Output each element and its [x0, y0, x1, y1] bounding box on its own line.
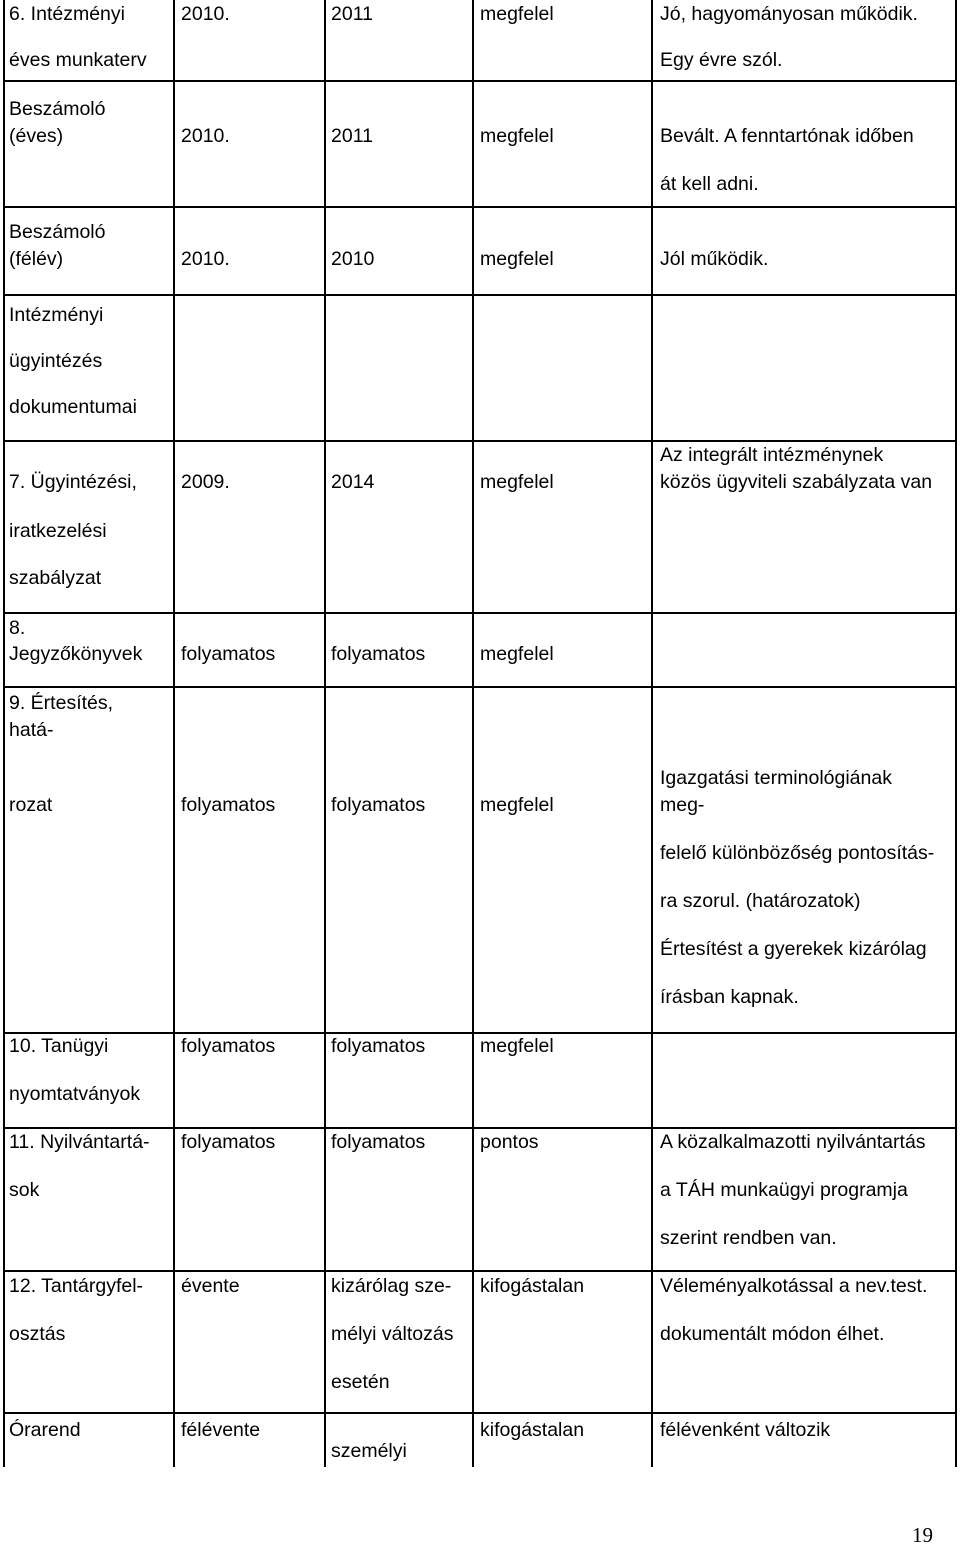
note-cell: Igazgatási terminológiának — [660, 767, 892, 789]
row-name: (éves) — [9, 125, 64, 147]
date-cell: 2010. — [181, 3, 230, 25]
date-cell: folyamatos — [181, 1035, 276, 1057]
column-divider-4 — [651, 0, 653, 1467]
row-name: Beszámoló — [9, 98, 106, 120]
row-divider — [3, 1412, 957, 1414]
column-divider-3 — [472, 0, 474, 1467]
review-cell: személyi — [331, 1440, 407, 1462]
row-name: Jegyzőkönyvek — [9, 643, 143, 665]
note-cell: Véleményalkotással a nev.test. — [660, 1275, 928, 1297]
review-cell: 2011 — [331, 3, 373, 25]
note-cell: Bevált. A fenntartónak időben — [660, 125, 914, 147]
note-cell: meg- — [660, 794, 705, 816]
review-cell: folyamatos — [331, 794, 426, 816]
row-divider — [3, 686, 957, 688]
note-cell: írásban kapnak. — [660, 986, 799, 1008]
status-cell: megfelel — [480, 471, 554, 493]
note-cell: a TÁH munkaügyi programja — [660, 1179, 908, 1201]
section-heading: dokumentumai — [9, 396, 137, 418]
status-cell: megfelel — [480, 248, 554, 270]
status-cell: megfelel — [480, 125, 554, 147]
section-heading: Intézményi — [9, 304, 104, 326]
status-cell: megfelel — [480, 794, 554, 816]
row-name: nyomtatványok — [9, 1083, 141, 1105]
row-divider — [3, 1127, 957, 1129]
note-cell: át kell adni. — [660, 173, 759, 195]
row-divider — [3, 206, 957, 208]
row-divider — [3, 440, 957, 442]
note-cell: Értesítést a gyerekek kizárólag — [660, 938, 927, 960]
row-divider — [3, 1270, 957, 1272]
review-cell: mélyi változás — [331, 1323, 454, 1345]
row-name: 11. Nyilvántartá- — [9, 1131, 150, 1153]
review-cell: 2010 — [331, 248, 375, 270]
note-cell: A közalkalmazotti nyilvántartás — [660, 1131, 926, 1153]
row-name: hatá- — [9, 719, 54, 741]
note-cell: szerint rendben van. — [660, 1227, 837, 1249]
row-name: 6. Intézményi — [9, 3, 125, 25]
row-name: sok — [9, 1179, 40, 1201]
note-cell: felelő különbözőség pontosítás- — [660, 842, 935, 864]
page-number: 19 — [912, 1523, 933, 1547]
status-cell: megfelel — [480, 3, 554, 25]
row-name: 10. Tanügyi — [9, 1035, 109, 1057]
row-name: Órarend — [9, 1419, 81, 1441]
status-cell: megfelel — [480, 643, 554, 665]
status-cell: megfelel — [480, 1035, 554, 1057]
date-cell: félévente — [181, 1419, 261, 1441]
note-cell: félévenként változik — [660, 1419, 831, 1441]
column-divider-1 — [173, 0, 175, 1467]
note-cell: Egy évre szól. — [660, 49, 783, 71]
table-border-right — [955, 0, 957, 1467]
note-cell: Az integrált intézménynek — [660, 444, 884, 466]
date-cell: folyamatos — [181, 1131, 276, 1153]
table-border-left — [3, 0, 5, 1467]
review-cell: folyamatos — [331, 643, 426, 665]
note-cell: ra szorul. (határozatok) — [660, 890, 861, 912]
row-name: 7. Ügyintézési, — [9, 471, 137, 493]
row-divider — [3, 1032, 957, 1034]
date-cell: 2010. — [181, 248, 230, 270]
note-cell: Jó, hagyományosan működik. — [660, 3, 918, 25]
status-cell: kifogástalan — [480, 1419, 585, 1441]
review-cell: esetén — [331, 1371, 390, 1393]
status-cell: pontos — [480, 1131, 539, 1153]
row-name: rozat — [9, 794, 53, 816]
review-cell: kizárólag sze- — [331, 1275, 452, 1297]
review-cell: folyamatos — [331, 1131, 426, 1153]
note-cell: közös ügyviteli szabályzata van — [660, 471, 933, 493]
column-divider-2 — [324, 0, 326, 1467]
row-divider — [3, 612, 957, 614]
note-cell: dokumentált módon élhet. — [660, 1323, 885, 1345]
row-name: osztás — [9, 1323, 66, 1345]
row-name: (félév) — [9, 248, 64, 270]
review-cell: folyamatos — [331, 1035, 426, 1057]
row-name: Beszámoló — [9, 221, 106, 243]
row-name: éves munkaterv — [9, 49, 147, 71]
note-cell: Jól működik. — [660, 248, 769, 270]
row-name: szabályzat — [9, 567, 102, 589]
date-cell: 2010. — [181, 125, 230, 147]
date-cell: folyamatos — [181, 643, 276, 665]
row-name: 9. Értesítés, — [9, 692, 114, 714]
date-cell: 2009. — [181, 471, 230, 493]
row-divider — [3, 80, 957, 82]
section-heading: ügyintézés — [9, 350, 103, 372]
review-cell: 2011 — [331, 125, 373, 147]
date-cell: évente — [181, 1275, 240, 1297]
row-name: 12. Tantárgyfel- — [9, 1275, 144, 1297]
row-name: 8. — [9, 617, 26, 639]
row-name: iratkezelési — [9, 520, 107, 542]
status-cell: kifogástalan — [480, 1275, 585, 1297]
row-divider — [3, 294, 957, 296]
date-cell: folyamatos — [181, 794, 276, 816]
review-cell: 2014 — [331, 471, 375, 493]
